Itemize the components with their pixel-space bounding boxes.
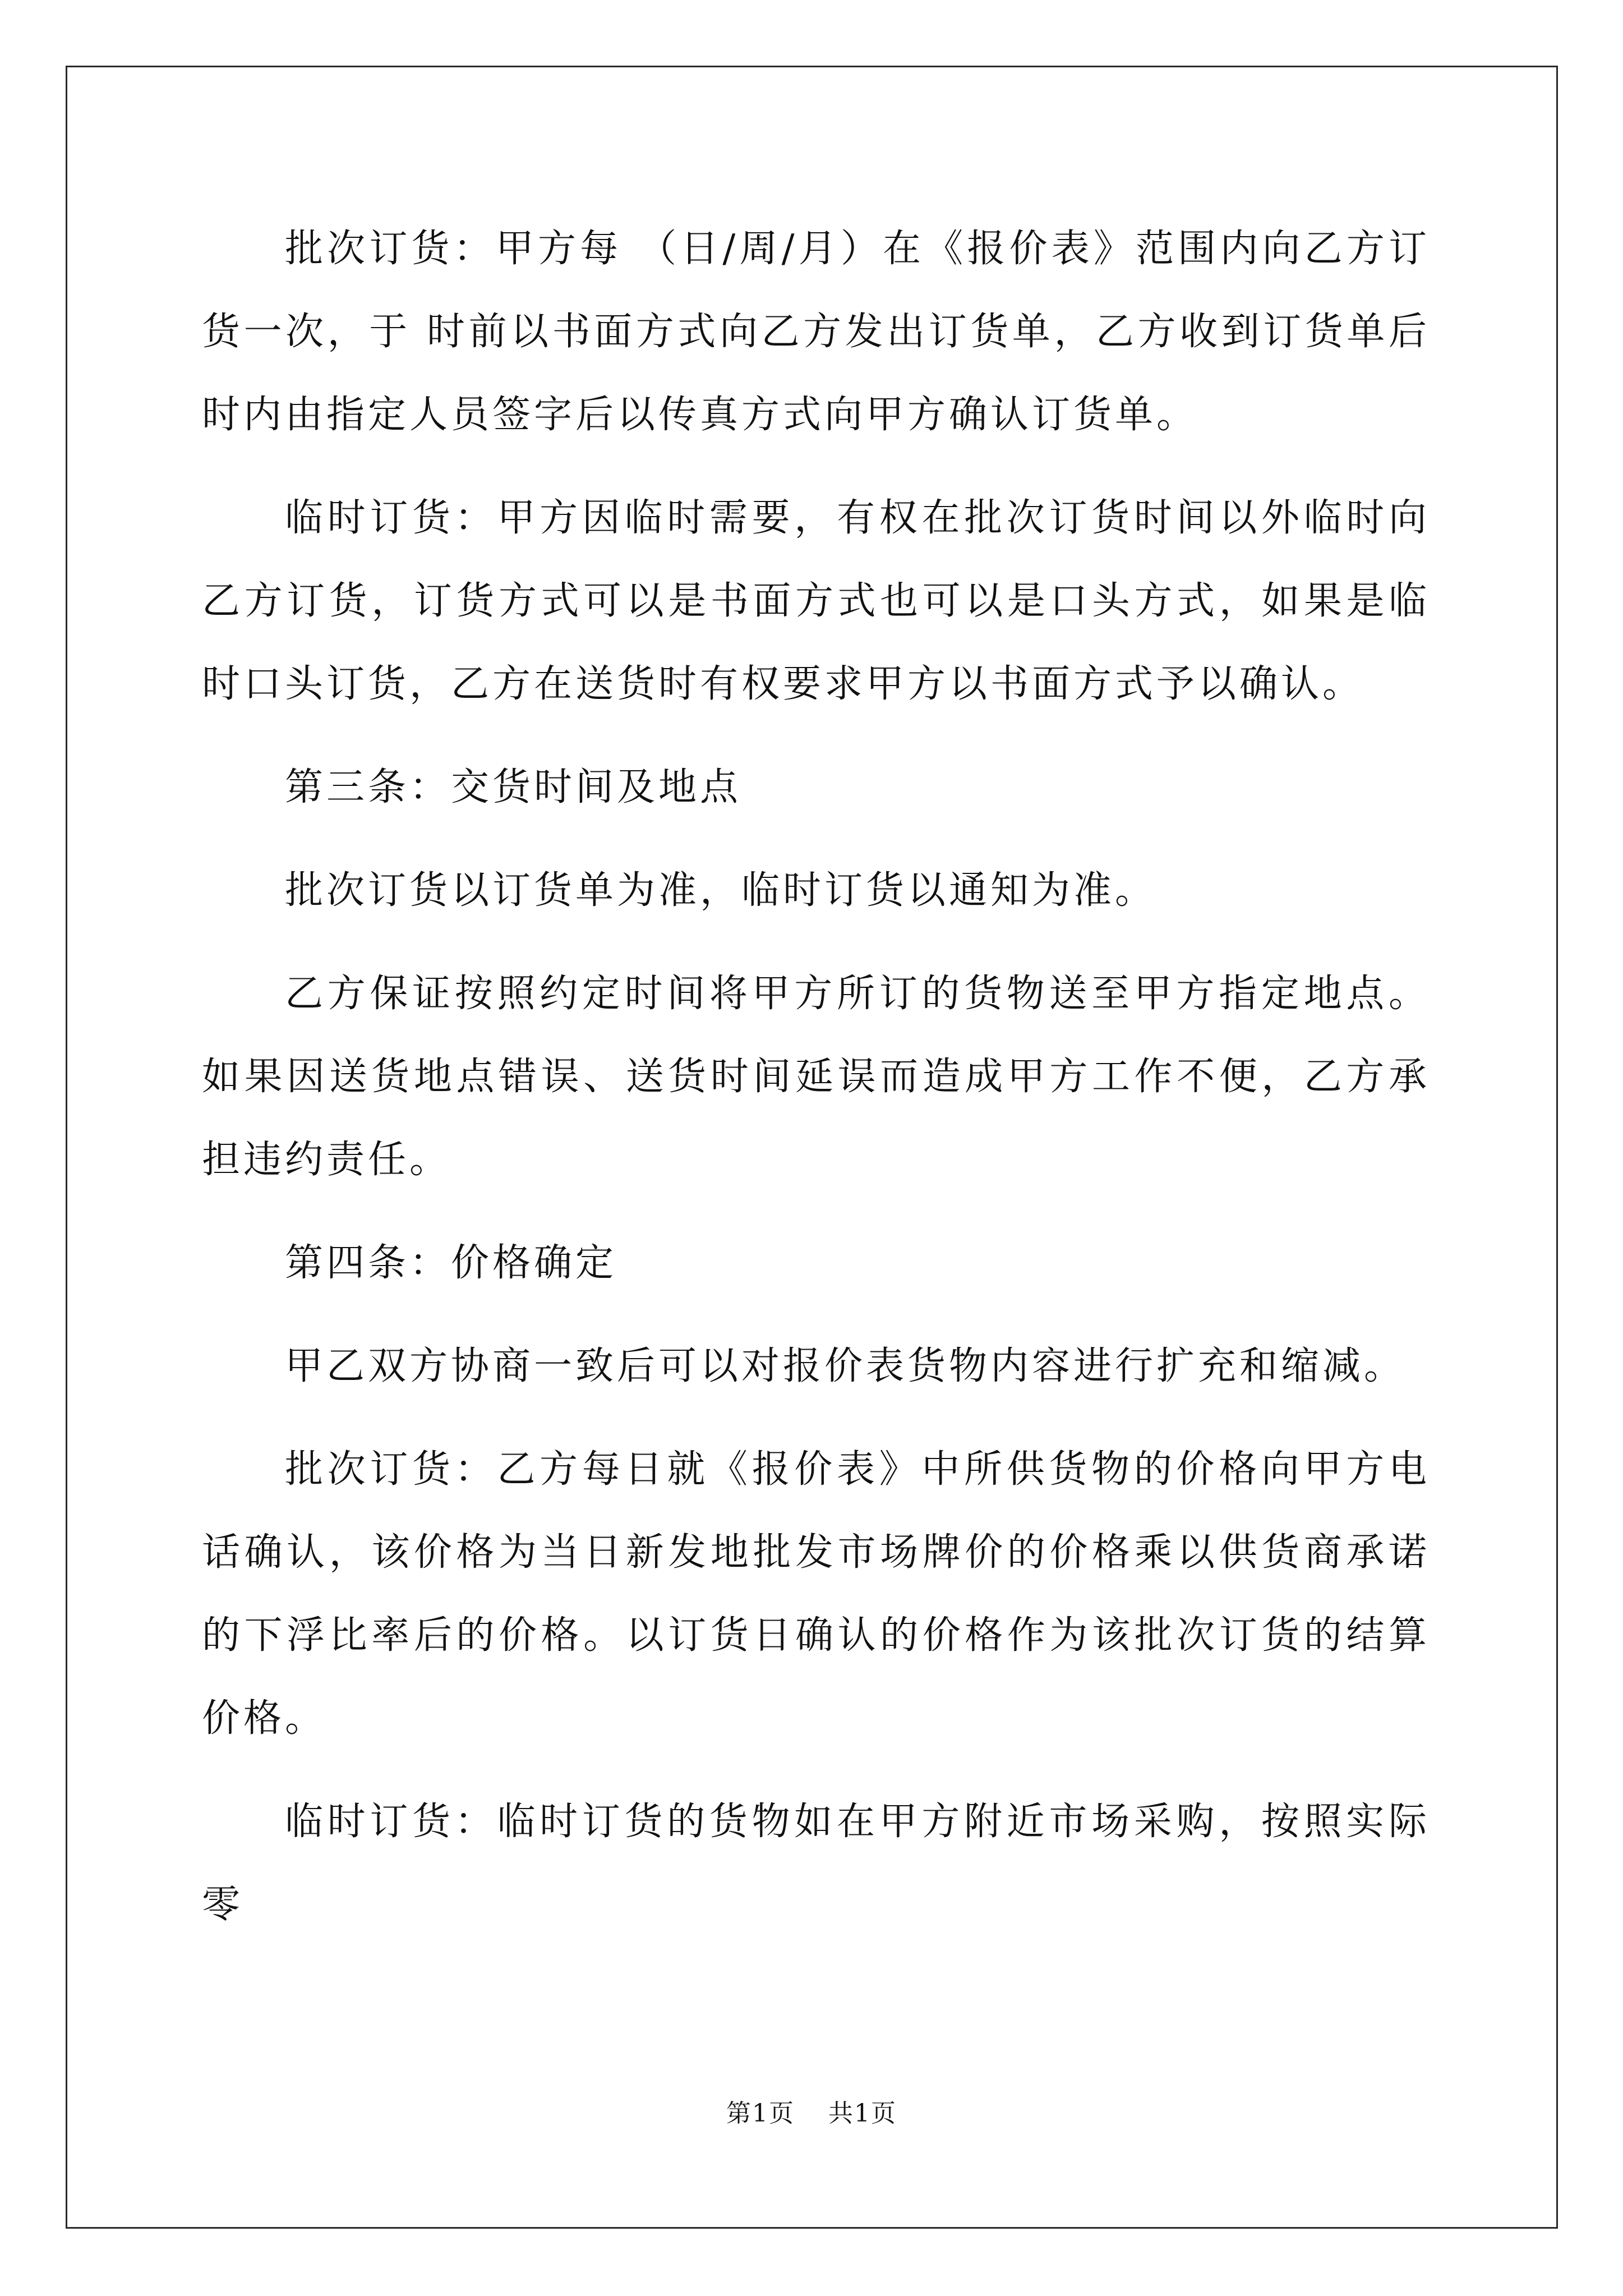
paragraph-batch-price: 批次订货：乙方每日就《报价表》中所供货物的价格向甲方电话确认，该价格为当日新发地批发市场牌价的价格乘以供货商承诺的下浮比率后的价格。以订货日确认的价格作为该批次订货的结算价格。 (202, 1447, 1430, 1741)
page-number: 第1页 (726, 2099, 795, 2128)
paragraph-price-adjustment: 甲乙双方协商一致后可以对报价表货物内容进行扩充和缩减。 (285, 1344, 1406, 1388)
paragraph-delivery-guarantee: 乙方保证按照约定时间将甲方所订的货物送至甲方指定地点。如果因送货地点错误、送货时间延误而造成甲方工作不便，乙方承担违约责任。 (202, 972, 1430, 1182)
paragraph-temporary-order: 临时订货：甲方因临时需要，有权在批次订货时间以外临时向乙方订货，订货方式可以是书面方式也可以是口头方式，如果是临时口头订货，乙方在送货时有权要求甲方以书面方式予以确认。 (202, 496, 1430, 706)
paragraph-delivery-basis: 批次订货以订货单为准，临时订货以通知为准。 (285, 868, 1157, 913)
paragraph-batch-order: 批次订货：甲方每 （日/周/月）在《报价表》范围内向乙方订货一次，于 时前以书面方式向乙方发出订货单，乙方收到订货单后 时内由指定人员签字后以传真方式向甲方确认订货单。 (202, 227, 1431, 437)
paragraph-temporary-price: 临时订货：临时订货的货物如在甲方附近市场采购，按照实际零 (202, 1800, 1430, 1927)
page-total: 共1页 (828, 2099, 897, 2128)
section-heading-article-4: 第四条：价格确定 (285, 1241, 617, 1285)
page-footer (0, 2097, 1623, 2131)
section-heading-article-3: 第三条：交货时间及地点 (285, 765, 742, 809)
document-body (202, 208, 1430, 1947)
